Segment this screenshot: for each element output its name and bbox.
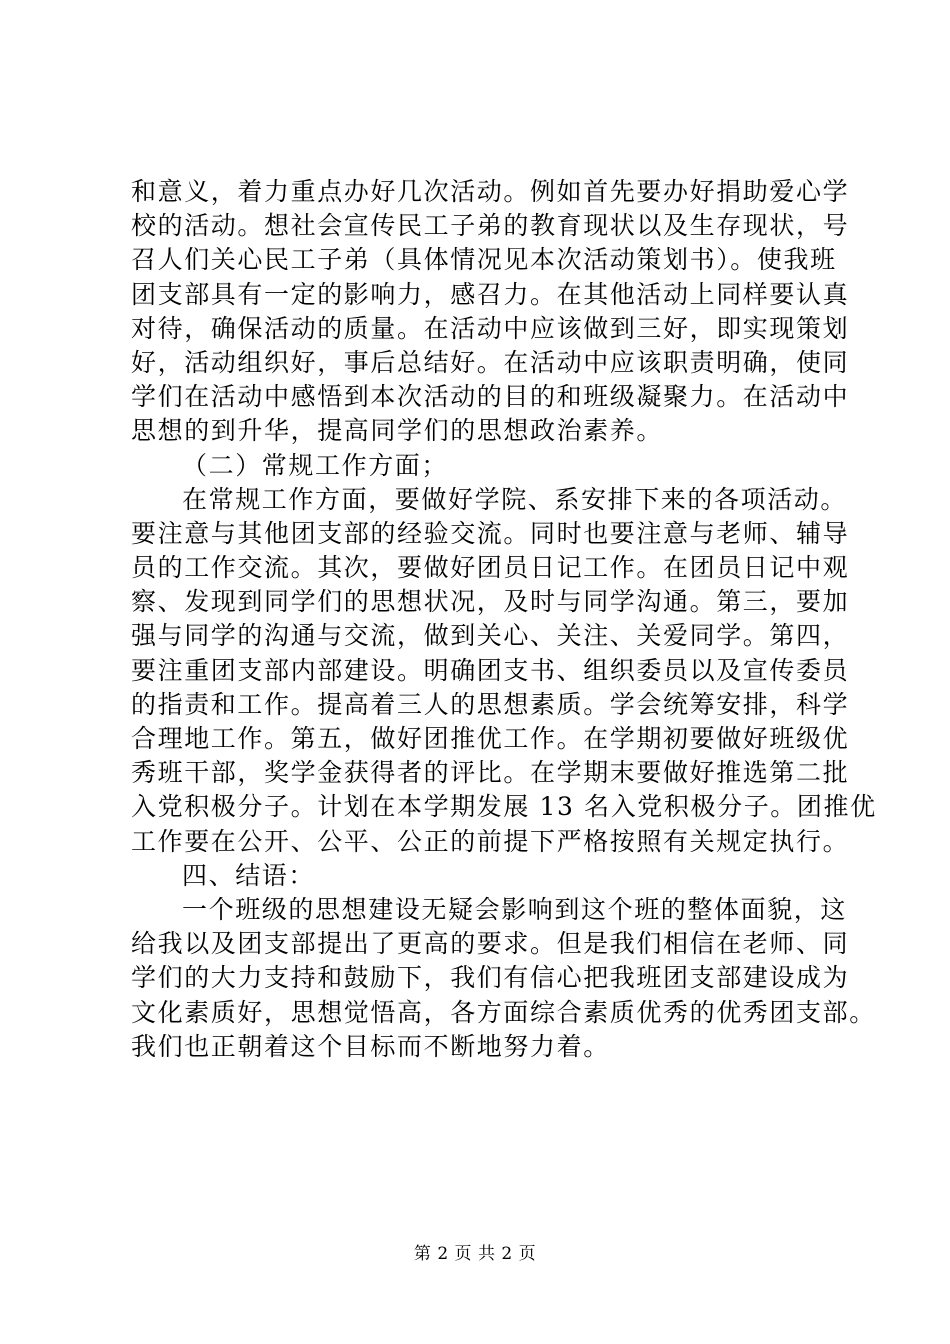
text-line: 团支部具有一定的影响力，感召力。在其他活动上同样要认真	[131, 279, 850, 309]
text-line: 要注意与其他团支部的经验交流。同时也要注意与老师、辅导	[131, 518, 850, 548]
text-line: 校的活动。想社会宣传民工子弟的教育现状以及生存现状，号	[131, 211, 850, 241]
text-line: 要注重团支部内部建设。明确团支书、组织委员以及宣传委员	[131, 655, 850, 685]
text-line: 和意义，着力重点办好几次活动。例如首先要办好捐助爱心学	[131, 177, 850, 206]
document-body	[131, 175, 877, 1064]
section-heading-conclusion: 四、结语：	[182, 860, 316, 890]
text-line: 好，活动组织好，事后总结好。在活动中应该职责明确，使同	[131, 347, 850, 377]
text-line: 对待，确保活动的质量。在活动中应该做到三好，即实现策划	[131, 313, 850, 343]
text-line: 员的工作交流。其次，要做好团员日记工作。在团员日记中观	[131, 553, 850, 583]
paragraph-start: 在常规工作方面，要做好学院、系安排下来的各项活动。	[182, 484, 848, 514]
text-line: 察、发现到同学们的思想状况，及时与同学沟通。第三，要加	[131, 587, 850, 617]
text-line: 入党积极分子。计划在本学期发展 13 名入党积极分子。团推优	[131, 792, 877, 822]
section-heading-routine-work: （二）常规工作方面；	[182, 450, 449, 480]
text-line: 工作要在公开、公平、公正的前提下严格按照有关规定执行。	[131, 826, 850, 856]
page-number-footer: 第 2 页 共 2 页	[413, 1244, 537, 1264]
text-line: 秀班干部，奖学金获得者的评比。在学期末要做好推选第二批	[131, 758, 850, 788]
text-line: 召人们关心民工子弟（具体情况见本次活动策划书）。使我班	[131, 245, 837, 275]
text-line: 文化素质好，思想觉悟高，各方面综合素质优秀的优秀团支部。	[131, 997, 876, 1027]
text-line: 的指责和工作。提高着三人的思想素质。学会统筹安排，科学	[131, 689, 850, 719]
text-line: 学们在活动中感悟到本次活动的目的和班级凝聚力。在活动中	[131, 382, 850, 412]
text-line: 思想的到升华，提高同学们的思想政治素养。	[131, 416, 664, 446]
text-line: 学们的大力支持和鼓励下，我们有信心把我班团支部建设成为	[131, 963, 850, 993]
text-line: 我们也正朝着这个目标而不断地努力着。	[131, 1031, 610, 1061]
text-line: 合理地工作。第五，做好团推优工作。在学期初要做好班级优	[131, 724, 850, 753]
text-line: 强与同学的沟通与交流，做到关心、关注、关爱同学。第四，	[131, 621, 850, 651]
text-line: 给我以及团支部提出了更高的要求。但是我们相信在老师、同	[131, 929, 850, 959]
paragraph-start: 一个班级的思想建设无疑会影响到这个班的整体面貌，这	[182, 894, 848, 924]
